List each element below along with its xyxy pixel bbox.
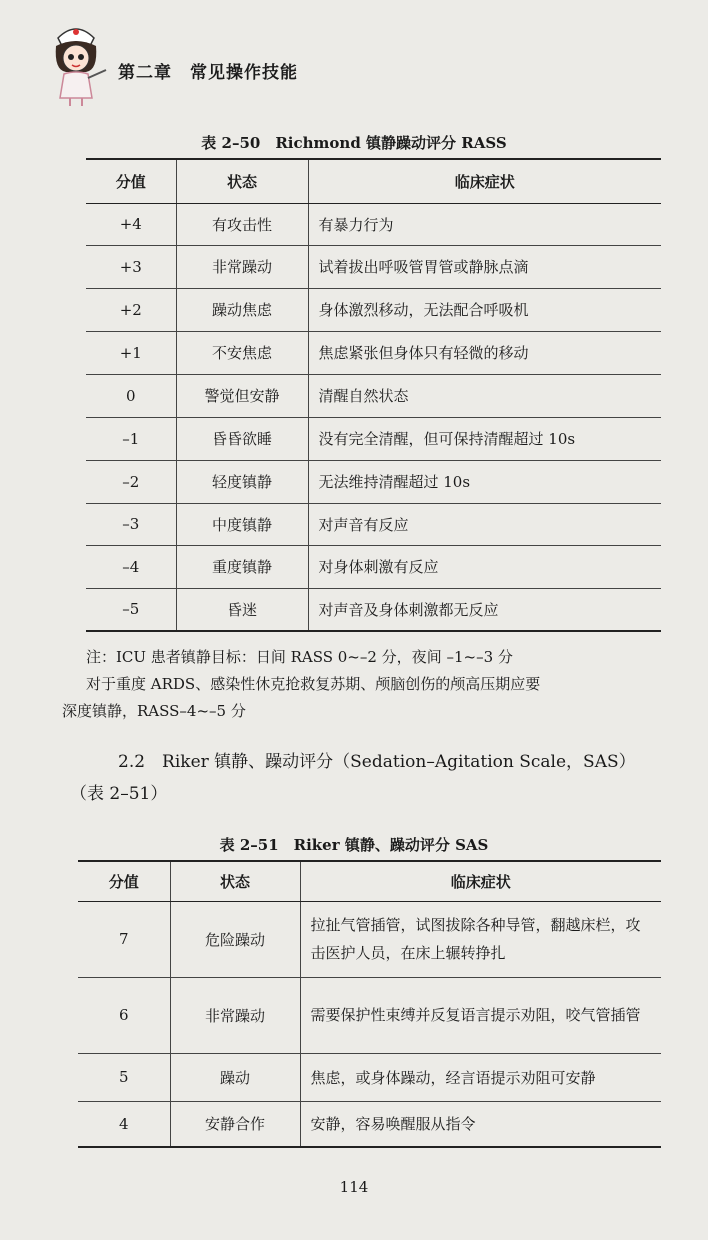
state-cell: 躁动焦虑	[176, 288, 308, 331]
table-caption: 表 2–50 Richmond 镇静躁动评分 RASS	[201, 134, 507, 152]
symptom-cell: 拉扯气管插管，试图拔除各种导管，翻越床栏，攻击医护人员，在床上辗转挣扎	[300, 901, 661, 977]
column-header: 状态	[176, 159, 308, 203]
state-cell: 警觉但安静	[176, 374, 308, 417]
symptom-cell: 没有完全清醒，但可保持清醒超过 10s	[308, 417, 661, 460]
state-cell: 有攻击性	[176, 203, 308, 245]
state-cell: 不安焦虑	[176, 331, 308, 374]
symptom-cell: 需要保护性束缚并反复语言提示劝阻，咬气管插管	[300, 977, 661, 1053]
score-cell: 0	[86, 374, 176, 417]
chapter-title: 第二章 常见操作技能	[118, 63, 298, 83]
symptom-cell: 对声音及身体刺激都无反应	[308, 588, 661, 631]
score-cell: 5	[78, 1053, 170, 1101]
score-cell: 4	[78, 1101, 170, 1147]
score-cell: 7	[78, 901, 170, 977]
column-header: 临床症状	[300, 861, 661, 901]
score-cell: +4	[86, 203, 176, 245]
page-number: 114	[339, 1178, 369, 1196]
section-line: 2.2 Riker 镇静、躁动评分（Sedation–Agitation Scale，SAS）	[118, 752, 636, 772]
symptom-cell: 焦虑，或身体躁动，经言语提示劝阻可安静	[300, 1053, 661, 1101]
symptom-cell: 焦虑紧张但身体只有轻微的移动	[308, 331, 661, 374]
table-row	[86, 331, 661, 374]
note-line: 对于重度 ARDS、感染性休克抢救复苏期、颅脑创伤的颅高压期应要	[86, 675, 541, 693]
note-line: 注：ICU 患者镇静目标：日间 RASS 0~–2 分，夜间 –1~–3 分	[86, 648, 513, 666]
section-heading	[70, 746, 676, 810]
state-cell: 躁动	[170, 1053, 300, 1101]
nurse-cartoon-icon	[40, 18, 112, 108]
table-row	[78, 901, 661, 977]
symptom-cell: 安静，容易唤醒服从指令	[300, 1101, 661, 1147]
state-cell: 轻度镇静	[176, 460, 308, 503]
state-cell: 安静合作	[170, 1101, 300, 1147]
column-header: 分值	[78, 861, 170, 901]
table-row	[86, 288, 661, 331]
column-header: 状态	[170, 861, 300, 901]
table-row	[86, 203, 661, 245]
state-cell: 昏昏欲睡	[176, 417, 308, 460]
page-header	[40, 18, 680, 108]
symptom-cell: 试着拔出呼吸管胃管或静脉点滴	[308, 245, 661, 288]
table-row	[86, 460, 661, 503]
state-cell: 重度镇静	[176, 545, 308, 588]
state-cell: 非常躁动	[170, 977, 300, 1053]
column-header: 分值	[86, 159, 176, 203]
note-line: 深度镇静，RASS–4~–5 分	[62, 702, 246, 720]
score-cell: –3	[86, 503, 176, 545]
state-cell: 中度镇静	[176, 503, 308, 545]
table-row	[78, 1053, 661, 1101]
symptom-cell: 对身体刺激有反应	[308, 545, 661, 588]
state-cell: 非常躁动	[176, 245, 308, 288]
score-cell: 6	[78, 977, 170, 1053]
score-cell: –5	[86, 588, 176, 631]
section-line: （表 2–51）	[70, 784, 168, 804]
symptom-cell: 身体激烈移动，无法配合呼吸机	[308, 288, 661, 331]
table-row	[86, 588, 661, 631]
score-cell: –2	[86, 460, 176, 503]
symptom-cell: 无法维持清醒超过 10s	[308, 460, 661, 503]
sas-table	[78, 860, 661, 1148]
table-row	[86, 374, 661, 417]
score-cell: +2	[86, 288, 176, 331]
table-note	[62, 644, 666, 725]
score-cell: –4	[86, 545, 176, 588]
score-cell: –1	[86, 417, 176, 460]
symptom-cell: 对声音有反应	[308, 503, 661, 545]
table-row	[86, 503, 661, 545]
table-row	[86, 417, 661, 460]
table-header-row	[78, 861, 661, 901]
score-cell: +3	[86, 245, 176, 288]
table-row	[78, 977, 661, 1053]
symptom-cell: 有暴力行为	[308, 203, 661, 245]
table-row	[78, 1101, 661, 1147]
state-cell: 昏迷	[176, 588, 308, 631]
score-cell: +1	[86, 331, 176, 374]
table-header-row	[86, 159, 661, 203]
table-caption: 表 2–51 Riker 镇静、躁动评分 SAS	[219, 836, 489, 854]
table-row	[86, 245, 661, 288]
rass-table	[86, 158, 661, 632]
state-cell: 危险躁动	[170, 901, 300, 977]
symptom-cell: 清醒自然状态	[308, 374, 661, 417]
table-row	[86, 545, 661, 588]
column-header: 临床症状	[308, 159, 661, 203]
